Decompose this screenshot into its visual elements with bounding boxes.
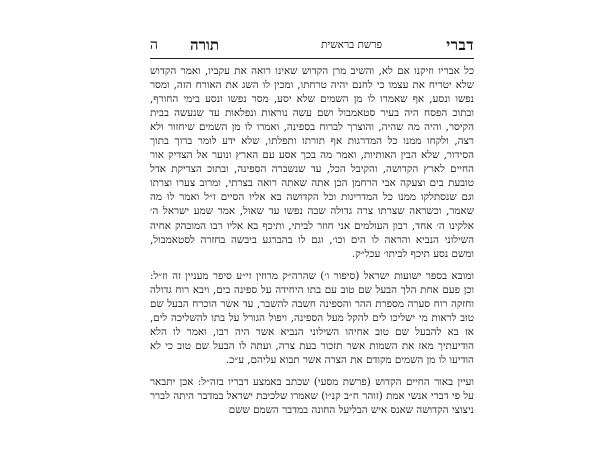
body-text — [150, 64, 474, 425]
paragraph: ועיין באור החיים הקדוש (פרשת מסעי) שכתב באמצע דבריו בזה״ל: אכן יתבאר על פי דברי אנשי אמת (זוהר ח״ב קנ״ו) שאמרו שלכיבת ישראל במדבר היתה לברר ניצוצי הקדושה שאנס איש הבליעל החונה במדבר השמם ששם — [150, 375, 474, 417]
parsha-label: פרשת בראשית — [321, 39, 382, 51]
header-divider — [150, 58, 474, 59]
torah-label: תורה — [190, 36, 219, 54]
paragraph: ומובא בספר ישועות ישראל (סיפור ו׳) שהרה״ק מרוזין זי״ע סיפר מעניין זה וז״ל: וכן פעם אחת הלך הבעל שם טוב עם בתו היחידה על ספינה בים, ויבא רוח גדולה וחזקה רוח סערה מספרת ההר והספינה חשבה להשבר, עד אשר הוכרח הבעל שם טוב לראות מי ישליכו לים להקל מעל הספינה, ויפול הגורל על בתו להשליכה לים, אז בא להבעל שם טוב אחיהו השילוני הנביא אשר היה רבו, ואמר לו הלא הודיעתיך מאז את השמות אשר תזכור בעת צרה, ועתה לו הבעל שם טוב כי לא הודיעו לו מן השמים מקודם את הצרה אשר תבוא עליהם, ע״כ. — [150, 269, 474, 366]
paragraph: כל אבריו וזיקנו אם לא, והשיב מרן הקדוש שאינו רואה את עקביו, ואמר הקדוש שלא יטריח את עצמו כי לחנם יהיה טרחתו, ומכין לו השג את האורח הזה, ומסר נפשו ונסע, אף שאמרו לו מן השמים שלא יסע, מסר נפשו ונסע בימי החורף, ובתוכ הפסח היה בעיר סטאמבול ושם עשה נוראות ונפלאות עד שנעשה בבית הקיסר, והיה מה שהיה, והוצרך לברוח בספינה, ואמרו לו מן השמים שיחזור ולא רצה, ולקחו ממנו כל המדרגות אף תורתו ותפלתו, שלא ידע לומר ברוך בתוך הסידור, שלא הבין האותיות, ואמר מה בכך אסע עם הארץ ונוער אל הצדיק אור החיים לארץ הקדושה, והקיבל הכל, עד שנשברה הספינה, ובתוכ הצדיקת אדל טובעת בים וצעקה אבי הרחמן הכן אתה שאתה רואה בצרתי, ומרוב צערו וצרתו וגם שנסתלקו ממנו כל המדריגות וכל הקדושה בא אליו הסיים ז״ל ואמר לו מה שאמר, וכשראה שצרתו צרה גדולה שבה נפשו עד שאול, אמר שמע ישראל ה׳ אלקינו ה׳ אחד, רבון העולמים אני חוזר לביתי, ותיכף בא אליו רבו המובהק אחיה השילוני הנביא והראה לו הים וכו׳, וגם לו בהברגע ביבשה בחזרה לסטאמבול, ומשם נסע תיכף לביתו׳ עכל״ק. — [150, 65, 474, 260]
section-title: דברי — [446, 36, 474, 54]
page-header — [150, 36, 474, 56]
page-number: ה — [150, 37, 159, 53]
